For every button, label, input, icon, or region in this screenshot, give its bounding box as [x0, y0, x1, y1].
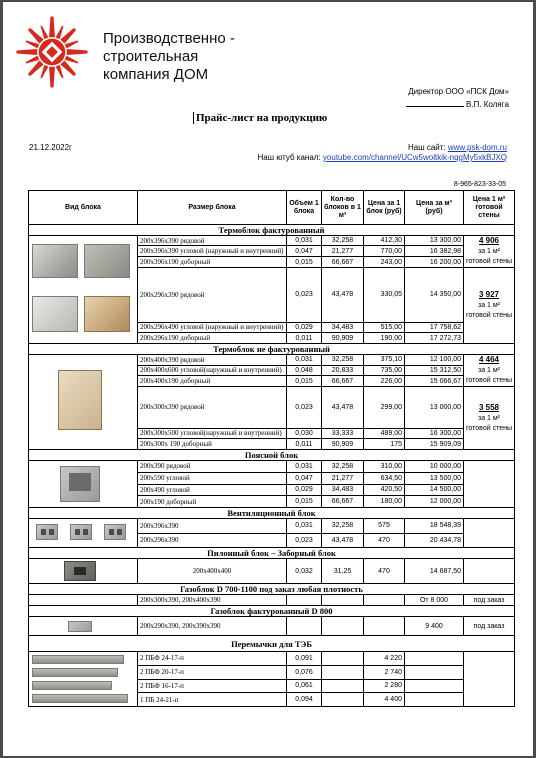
count-cell: 32,258: [322, 236, 364, 246]
size-cell: 200х190 доборный: [138, 496, 287, 508]
size-cell: 200х296х190 доборный: [138, 333, 287, 344]
price-cell: 226,00: [364, 376, 405, 387]
volume-cell: 0,031: [287, 355, 322, 366]
volume-cell: 0,023: [287, 533, 322, 548]
wall-price-sub: готовой стены: [466, 258, 512, 265]
block-image-cell: [29, 355, 138, 450]
size-cell: 200х490 угловой: [138, 484, 287, 496]
wall-price-value: 4 906: [478, 236, 500, 245]
price-cell: 515,00: [364, 322, 405, 333]
wall-price-value: 4 464: [478, 355, 500, 364]
header-price-m3: Цена за м³ (руб): [405, 191, 464, 225]
volume-cell: 0,015: [287, 376, 322, 387]
section-row: [29, 450, 515, 461]
pillar-block-image: [30, 560, 136, 582]
price-list-page: [3, 2, 533, 756]
wall-price-value: 3 927: [478, 290, 500, 299]
size-cell: 200х300х500 угловой(наружный и внутренний): [138, 428, 287, 439]
section-title: Газоблок фактурованный D 800: [29, 606, 515, 617]
price-cell: 375,10: [364, 355, 405, 366]
section-row: [29, 606, 515, 617]
count-cell: 32,258: [322, 461, 364, 473]
phone-number: 8-965-823-33-05: [453, 181, 506, 188]
count-cell: [322, 693, 364, 707]
wall-price-unit: за 1 м²: [477, 248, 501, 255]
volume-cell: 0,011: [287, 439, 322, 450]
size-cell: 200х296х490 угловой (наружный и внутренний): [138, 322, 287, 333]
textured-block-image: [30, 238, 136, 342]
section-title: Вентиляционный блок: [29, 508, 515, 519]
price-m3-cell: 18 548,39: [405, 519, 464, 534]
price-cell: 735,00: [364, 365, 405, 376]
price-m3-cell: 16 382,98: [405, 246, 464, 257]
volume-cell: [287, 595, 322, 606]
price-m3-cell: 13 000,00: [405, 387, 464, 429]
price-m3-cell: 12 100,00: [405, 355, 464, 366]
volume-cell: 0,023: [287, 387, 322, 429]
table-header-row: [29, 191, 515, 225]
section-title: Газоблок D 700-1100 под заказ любая плотность: [29, 584, 515, 595]
belt-block-image: [30, 462, 136, 506]
wall-price-cell: [464, 236, 515, 268]
price-m3-cell: 17 758,62: [405, 322, 464, 333]
table-row: [29, 617, 515, 636]
count-cell: 21,277: [322, 246, 364, 257]
volume-cell: 0,047: [287, 246, 322, 257]
volume-cell: 0,031: [287, 236, 322, 246]
price-cell: 299,00: [364, 387, 405, 429]
volume-cell: 0,048: [287, 365, 322, 376]
section-row: [29, 636, 515, 652]
block-image-cell: [29, 519, 138, 548]
price-m3-cell: 17 272,73: [405, 333, 464, 344]
block-image-cell: [29, 461, 138, 508]
note-cell: под заказ: [464, 617, 515, 636]
note-cell: под заказ: [464, 595, 515, 606]
header-volume: Объем 1 блока: [287, 191, 322, 225]
price-cell: 310,00: [364, 461, 405, 473]
wall-price-unit: за 1 м²: [477, 367, 501, 374]
price-cell: 2 740: [364, 665, 405, 679]
size-cell: 200х300х 190 доборный: [138, 439, 287, 450]
size-cell: 200х400х600 угловой(наружный и внутренний): [138, 365, 287, 376]
volume-cell: 0,091: [287, 652, 322, 666]
price-m3-cell: 16 200,00: [405, 257, 464, 268]
price-cell: 489,00: [364, 428, 405, 439]
size-cell: 200х296х390 рядовой: [138, 268, 287, 323]
count-cell: 21,277: [322, 472, 364, 484]
count-cell: 34,483: [322, 322, 364, 333]
size-cell: 200х396х390: [138, 519, 287, 534]
company-logo-icon: [15, 15, 89, 89]
count-cell: 43,478: [322, 533, 364, 548]
block-image-cell: [29, 236, 138, 344]
youtube-link[interactable]: youtube.com/channel/UCw5woltkik-nqgMy5xkBJXQ: [322, 153, 507, 162]
count-cell: 32,258: [322, 519, 364, 534]
size-cell: 200х400х190 доборный: [138, 376, 287, 387]
count-cell: 34,483: [322, 484, 364, 496]
empty-cell: [464, 461, 515, 508]
price-m3-cell: 15 066,67: [405, 376, 464, 387]
wall-price-sub: готовой стены: [466, 377, 512, 384]
count-cell: 66,667: [322, 496, 364, 508]
volume-cell: 0,015: [287, 496, 322, 508]
table-row: [29, 236, 515, 246]
count-cell: 33,333: [322, 428, 364, 439]
size-cell: 200х396х390 угловой (наружный и внутренний): [138, 246, 287, 257]
volume-cell: 0,061: [287, 679, 322, 693]
price-m3-cell: 14 500,00: [405, 484, 464, 496]
count-cell: [322, 652, 364, 666]
size-cell: 200х290х390, 200х390х390: [138, 617, 287, 636]
wall-price-unit: за 1 м²: [477, 414, 501, 422]
price-m3-cell: 15 909,09: [405, 439, 464, 450]
plain-block-image: [30, 356, 136, 448]
price-m3-cell: 14 350,00: [405, 268, 464, 323]
price-m3-cell: [405, 652, 464, 666]
price-cell: 330,05: [364, 268, 405, 323]
table-row: [29, 355, 515, 366]
count-cell: 43,478: [322, 268, 364, 323]
price-cell: [364, 617, 405, 636]
price-cell: 770,00: [364, 246, 405, 257]
count-cell: [322, 617, 364, 636]
volume-cell: 0,031: [287, 461, 322, 473]
header-size: Размер блока: [138, 191, 287, 225]
price-cell: 420,50: [364, 484, 405, 496]
size-cell: 200х300х390 рядовой: [138, 387, 287, 429]
price-cell: 634,50: [364, 472, 405, 484]
header-type: Вид блока: [29, 191, 138, 225]
section-row: [29, 344, 515, 355]
section-row: [29, 548, 515, 559]
count-cell: 66,667: [322, 376, 364, 387]
volume-cell: 0,076: [287, 665, 322, 679]
size-cell: 2 ПБФ 20-17-п: [138, 665, 287, 679]
size-cell: 200х390 рядовой: [138, 461, 287, 473]
volume-cell: 0,032: [287, 559, 322, 584]
website-label: Наш сайт:: [407, 143, 446, 152]
volume-cell: 0,029: [287, 322, 322, 333]
wall-price-sub: готовой стены: [466, 312, 512, 319]
table-row: [29, 519, 515, 534]
count-cell: 90,909: [322, 439, 364, 450]
price-m3-cell: [405, 679, 464, 693]
price-cell: 575: [364, 519, 405, 534]
price-cell: 470: [364, 533, 405, 548]
size-cell: 200х590 угловой: [138, 472, 287, 484]
price-cell: 412,30: [364, 236, 405, 246]
header-price-block: Цена за 1 блок (руб): [364, 191, 405, 225]
director-name: В.П. Колягa: [465, 100, 509, 109]
price-m3-cell: 20 434,78: [405, 533, 464, 548]
company-line-2: строительная: [103, 48, 199, 65]
wall-price-cell: [464, 355, 515, 387]
size-cell: 200х396х190 доборный: [138, 257, 287, 268]
block-image-cell: [29, 559, 138, 584]
size-cell: 200х400х390 рядовой: [138, 355, 287, 366]
section-row: [29, 225, 515, 236]
empty-cell: [464, 559, 515, 584]
empty-cell: [29, 595, 138, 606]
volume-cell: 0,094: [287, 693, 322, 707]
wall-price-value: 3 558: [478, 402, 500, 412]
price-cell: 243,00: [364, 257, 405, 268]
section-row: [29, 508, 515, 519]
count-cell: [322, 595, 364, 606]
count-cell: 43,478: [322, 387, 364, 429]
wall-price-cell: [464, 268, 515, 344]
company-name: [103, 30, 235, 84]
lintel-image: [30, 653, 136, 705]
volume-cell: 0,031: [287, 519, 322, 534]
count-cell: 66,667: [322, 257, 364, 268]
size-cell: 2 ПБФ 24-17-п: [138, 652, 287, 666]
count-cell: [322, 665, 364, 679]
header-price-wall: Цена 1 м² готовой стены: [464, 191, 515, 225]
youtube-line: [257, 153, 507, 162]
table-row: [29, 559, 515, 584]
size-cell: 1 ПБ 24-21-п: [138, 693, 287, 707]
youtube-label: Наш ютуб канал:: [257, 153, 321, 162]
volume-cell: [287, 617, 322, 636]
document-date: 21.12.2022г: [29, 143, 72, 152]
price-cell: 190,00: [364, 333, 405, 344]
signature-line: [406, 98, 464, 107]
wall-price-cell: [464, 387, 515, 450]
volume-cell: 0,029: [287, 484, 322, 496]
price-m3-cell: 12 000,00: [405, 496, 464, 508]
section-title: Пилонный блок – Заборный блок: [29, 548, 515, 559]
empty-cell: [464, 519, 515, 548]
wall-price-unit: за 1 м²: [477, 302, 501, 309]
size-cell: 2 ПБФ 16-17-п: [138, 679, 287, 693]
price-cell: 180,00: [364, 496, 405, 508]
price-cell: 2 280: [364, 679, 405, 693]
section-title: Поясной блок: [29, 450, 515, 461]
price-cell: 4 400: [364, 693, 405, 707]
vent-block-image: [30, 520, 136, 546]
section-title: Термоблок фактурованный: [29, 225, 515, 236]
price-cell: 175: [364, 439, 405, 450]
table-row: [29, 595, 515, 606]
volume-cell: 0,015: [287, 257, 322, 268]
price-cell: 4 220: [364, 652, 405, 666]
table-row: [29, 461, 515, 473]
website-link[interactable]: www.psk-dom.ru: [447, 143, 507, 152]
price-m3-cell: 15 312,50: [405, 365, 464, 376]
price-m3-cell: 9 400: [405, 617, 464, 636]
gas-block-image: [30, 618, 136, 634]
volume-cell: 0,011: [287, 333, 322, 344]
price-table: [28, 190, 515, 707]
wall-price-sub: готовой стены: [466, 424, 512, 432]
size-cell: 200х400х400: [138, 559, 287, 584]
volume-cell: 0,023: [287, 268, 322, 323]
price-cell: [364, 595, 405, 606]
count-cell: 31,25: [322, 559, 364, 584]
count-cell: [322, 679, 364, 693]
price-m3-cell: 10 000,00: [405, 461, 464, 473]
price-m3-cell: От 8 000: [405, 595, 464, 606]
count-cell: 20,833: [322, 365, 364, 376]
director-block: [406, 86, 509, 111]
volume-cell: 0,030: [287, 428, 322, 439]
page-title: Прайс-лист на продукцию: [193, 112, 327, 124]
count-cell: 90,909: [322, 333, 364, 344]
price-m3-cell: 13 500,00: [405, 472, 464, 484]
block-image-cell: [29, 617, 138, 636]
count-cell: 32,258: [322, 355, 364, 366]
company-line-1: Производственно -: [103, 30, 235, 47]
size-cell: 200х296х390: [138, 533, 287, 548]
director-title: Директор ООО «ПСК Дом»: [408, 87, 509, 96]
size-cell: 200х396х390 рядовой: [138, 236, 287, 246]
section-row: [29, 584, 515, 595]
price-m3-cell: [405, 693, 464, 707]
price-m3-cell: [405, 665, 464, 679]
volume-cell: 0,047: [287, 472, 322, 484]
table-row: [29, 652, 515, 666]
price-m3-cell: 14 687,50: [405, 559, 464, 584]
block-image-cell: [29, 652, 138, 707]
section-title: Термоблок не фактурованный: [29, 344, 515, 355]
price-cell: 470: [364, 559, 405, 584]
empty-cell: [464, 652, 515, 707]
section-title: Перемычки для ТЭБ: [29, 636, 515, 652]
header-count: Кол-во блоков в 1 м³: [322, 191, 364, 225]
price-m3-cell: 13 300,00: [405, 236, 464, 246]
price-m3-cell: 16 300,00: [405, 428, 464, 439]
size-cell: 200х300х390, 200х400х390: [138, 595, 287, 606]
company-line-3: компания ДОМ: [103, 66, 209, 83]
